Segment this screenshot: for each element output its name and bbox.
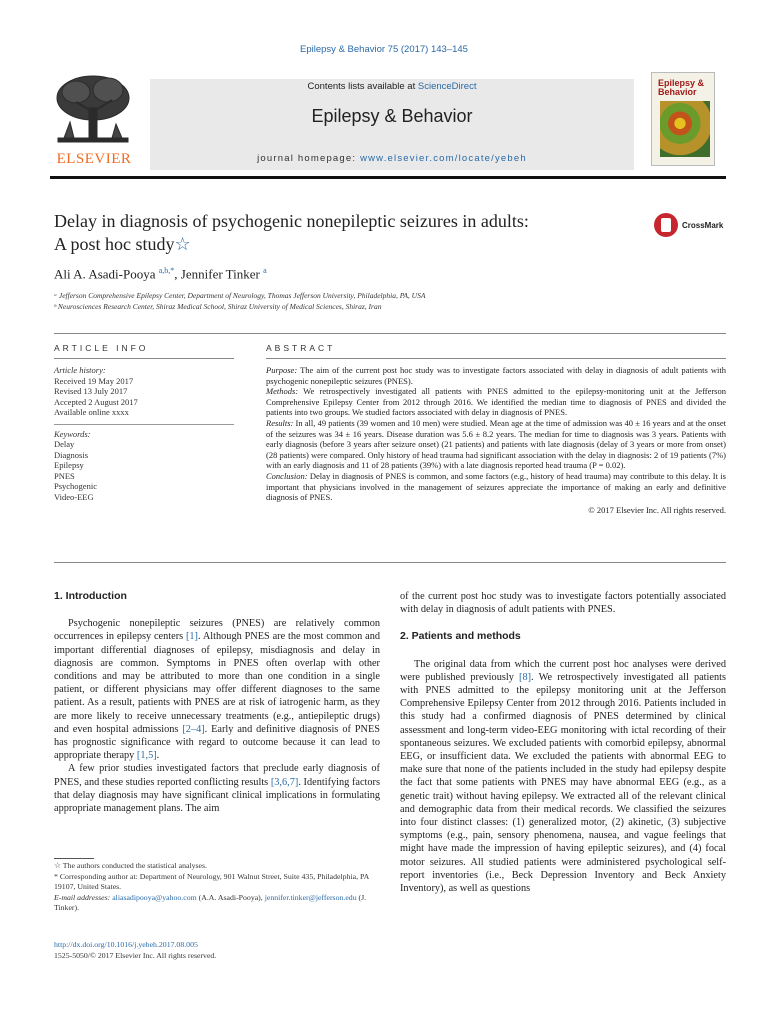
abstract-purpose [266, 365, 726, 386]
affil-divider [54, 333, 726, 334]
keyword: Diagnosis [54, 449, 88, 460]
title-footnote-star[interactable]: ☆ [174, 234, 191, 254]
header-divider [50, 176, 726, 179]
footnote-corresponding: * Corresponding author at: Department of Neurology, 901 Walnut Street, Suite 435, Philadelphia, PA 19107, United States. [54, 871, 369, 892]
intro-p1-text-c: . Early and definitive diagnosis of PNES has prognostic significance with regard to outcome because it can lead to appropriate therapy [54, 723, 380, 762]
intro-p2-text-a: A few prior studies investigated factors that preclude early diagnosis of PNES, and these studies reported conflicting results [54, 763, 380, 788]
abstract-heading: ABSTRACT [266, 343, 336, 353]
citation-link[interactable]: [1,5] [136, 750, 157, 762]
doi-link[interactable]: http://dx.doi.org/10.1016/j.yebeh.2017.08.005 [54, 940, 198, 949]
doi-block [54, 939, 216, 961]
info-heading-rule [54, 358, 234, 359]
title-line-2: A post hoc study [54, 234, 175, 254]
methods-heading: 2. Patients and methods [400, 630, 521, 643]
sciencedirect-link[interactable]: ScienceDirect [417, 81, 477, 92]
article-info [54, 365, 234, 502]
intro-paragraph-1 [54, 617, 380, 762]
cover-artwork [660, 101, 710, 157]
abstract-results [266, 418, 726, 471]
citation-link[interactable]: [2–4] [182, 723, 205, 735]
history-accepted: Accepted 2 August 2017 [54, 396, 138, 407]
contents-prefix: Contents lists available at [307, 81, 418, 92]
keyword: PNES [54, 470, 75, 481]
purpose-text: The aim of the current post hoc study was to investigate factors associated with delay in diagnosis of adult patients with psychogenic nonepileptic seizures (PNES). [266, 365, 726, 386]
footnote-emails [54, 893, 380, 914]
title-line-1: Delay in diagnosis of psychogenic nonepileptic seizures in adults: [54, 211, 529, 231]
author-2[interactable]: Jennifer Tinker [180, 266, 260, 282]
contents-availability [150, 81, 634, 92]
methods-text: We retrospectively investigated all patients with PNES admitted to the epilepsy-monitoring unit at the Jefferson Comprehensive Epilepsy Center from 2012 through 2016. We identified the median time to diagnosis of PNES and divided the patients into two groups. We studied factors associated with delay in diagnosis of PNES. [266, 386, 726, 418]
keyword: Psychogenic [54, 481, 97, 491]
article-title [54, 210, 614, 256]
intro-continuation: of the current post hoc study was to investigate factors potentially associated with delay in diagnosis of adult patients with PNES. [400, 591, 726, 616]
methods-label: Methods: [266, 386, 299, 397]
author-2-affil-sup[interactable]: a [263, 266, 267, 275]
intro-paragraph-2 [54, 762, 380, 815]
conclusion-text: Delay in diagnosis of PNES is common, and some factors (e.g., history of head trauma) may contribute to this delay. It is important that physicians involved in the management of seizures appreciate the importance of making an early and definitive diagnosis of PNES. [266, 470, 726, 503]
methods-paragraph [400, 658, 726, 896]
footnote-rule [54, 858, 94, 859]
history-received: Received 19 May 2017 [54, 375, 134, 386]
affiliations [54, 291, 694, 312]
abstract-divider [54, 562, 726, 563]
issn-line: 1525-5050/© 2017 Elsevier Inc. All rights reserved. [54, 951, 217, 960]
info-separator [54, 424, 234, 425]
crossmark-icon [654, 213, 678, 237]
citation-link[interactable]: [3,6,7] [270, 776, 299, 788]
results-text: In all, 49 patients (39 women and 10 men) were studied. Mean age at the time of admission was 40 ± 16 years and at the onset of the seizures was 34 ± 16 years. Disease duration was 5.6 ± 8.2 years. The median for time to diagnosis was 3 years. Patients with early diagnosis (before 3 years after seizure onset) (21 patients) and patients with late diagnosis (delay of 3 years or more from onset) (28 patients) were compared. Only history of head trauma had significant association with the delay in diagnosis: 2 of 19 patients (7%) with an early diagnosis and 11 of 28 patients (39%) with a late diagnosis reported head trauma (P = 0.02). [266, 417, 726, 471]
keyword: Epilepsy [54, 460, 84, 470]
footnote-star: ☆ The authors conducted the statistical analyses. [54, 861, 207, 870]
body-right-column [400, 590, 726, 895]
abstract-heading-rule [266, 358, 726, 359]
email-owner-1: (A.A. Asadi-Pooya), [196, 892, 263, 902]
methods-text-b: . We retrospectively investigated all patients with PNES admitted to the epilepsy monitoring unit at the Jefferson Comprehensive Epilepsy Center from 2012 through 2016. Patients included in this study had a confirmed diagnosis of PNES determined by clinical assessment and long-term video-EEG monitoring with ictal recording of their spontaneous seizures. We excluded patients with comorbid epilepsy, abnormal EEG, or insufficient data. We excluded the patients with abnormal EEG to make sure that none of the patients included in the study had epilepsy despite the fact that some patients with PNES may have abnormal EEG (e.g., as a genetic trait) without having epilepsy. We extracted all of the relevant clinical and demographic data from their medical records. We classified the seizures into four distinct classes: (1) generalized motor, (2) akinetic, (3) subjective symptoms (e.g., pain, sensory phenomena, nausea, and vague feelings that might have made the impression of having epileptic seizures), and (4) focal motor seizures. All studied patients were administered psychological self-report inventories (i.e., Beck Depression Inventory and Beck Anxiety Inventory), as well as questions [400, 671, 726, 895]
keyword: Video-EEG [54, 491, 94, 502]
intro-p1-text-b: . Although PNES are the most common and important differential diagnoses of epilepsy, misdiagnosis and delay in diagnosis are common. Symptoms in PNES often overlap with other conditions and may be attributed to more than one condition in a single patient, or different physicians may offer different diagnoses to the same patient. As a result, patients with PNES are at risk of iatrogenic harm, as they are more likely to receive unnecessary treatments (e.g., antiepileptic drugs) and even hospital admissions [54, 631, 380, 735]
purpose-label: Purpose: [266, 365, 298, 375]
journal-homepage [150, 153, 634, 164]
author-1[interactable]: Ali A. Asadi-Pooya [54, 266, 156, 282]
results-label: Results: [266, 417, 294, 428]
article-info-heading: ARTICLE INFO [54, 343, 149, 353]
email-link-2[interactable]: jennifer.tinker@jefferson.edu [264, 892, 357, 902]
homepage-link[interactable]: www.elsevier.com/locate/yebeh [360, 153, 527, 164]
cover-title: Epilepsy & Behavior [658, 78, 705, 97]
author-separator: , [174, 266, 181, 282]
body-left-column [54, 590, 380, 815]
citation-link[interactable]: [1] [185, 631, 198, 643]
crossmark-label: CrossMark [682, 220, 724, 230]
homepage-prefix: journal homepage: [257, 153, 361, 164]
author-list [54, 266, 267, 282]
email-link-1[interactable]: aliasadipooya@yahoo.com [112, 892, 197, 902]
history-label: Article history: [54, 365, 106, 375]
conclusion-label: Conclusion: [266, 470, 308, 481]
intro-heading: 1. Introduction [54, 590, 127, 602]
abstract-copyright: © 2017 Elsevier Inc. All rights reserved. [588, 504, 726, 515]
email-owner-2: (J. Tinker). [54, 892, 367, 913]
citation-link[interactable]: [8] [519, 671, 532, 683]
author-1-affil-sup[interactable]: a,b,* [158, 266, 175, 275]
abstract-conclusion [266, 471, 726, 503]
footnotes [54, 858, 380, 914]
history-revised: Revised 13 July 2017 [54, 386, 128, 396]
affiliation-a: ᵃ Jefferson Comprehensive Epilepsy Center, Department of Neurology, Thomas Jefferson University, Philadelphia, PA, USA [54, 291, 426, 300]
abstract-methods [266, 386, 726, 418]
intro-p2-text-b: . Identifying factors that delay diagnosis may have significant clinical implications in formulating appropriate management plans. The aim [54, 776, 380, 815]
intro-p1-text-a: Psychogenic nonepileptic seizures (PNES) are relatively common occurrences in epilepsy centers [54, 618, 380, 643]
methods-text-a: The original data from which the current post hoc analyses were derived were published previously [400, 658, 726, 683]
email-label: E-mail addresses: [54, 892, 113, 902]
crossmark-button[interactable] [654, 213, 723, 237]
journal-reference[interactable]: Epilepsy & Behavior 75 (2017) 143–145 [300, 44, 468, 55]
history-online: Available online xxxx [54, 407, 129, 417]
journal-cover-thumbnail[interactable] [651, 72, 715, 166]
publisher-wordmark: ELSEVIER [56, 151, 132, 167]
intro-p1-text-d: . [156, 750, 160, 762]
abstract [266, 365, 726, 515]
affiliation-b: ᵇ Neurosciences Research Center, Shiraz Medical School, Shiraz University of Medical Sciences, Shiraz, Iran [54, 301, 382, 311]
journal-title: Epilepsy & Behavior [311, 106, 473, 126]
keywords-label: Keywords: [54, 428, 91, 439]
keyword: Delay [54, 439, 75, 449]
